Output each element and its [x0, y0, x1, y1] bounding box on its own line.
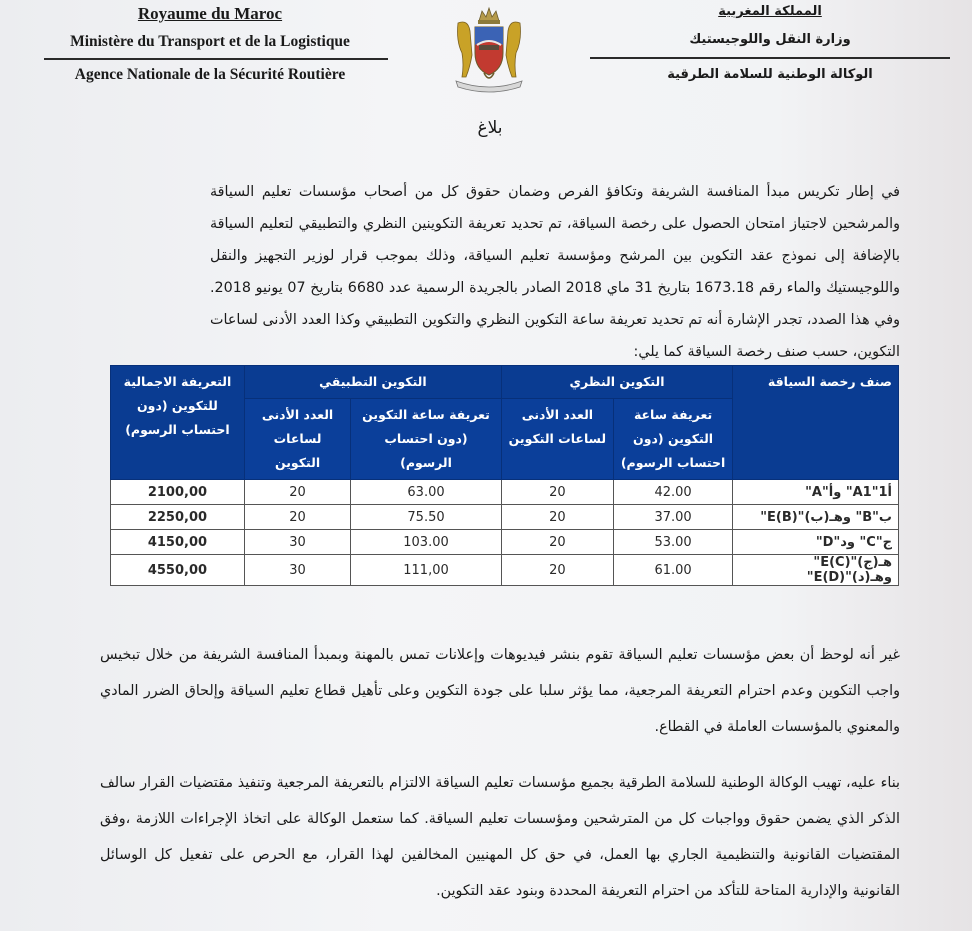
document-title: بلاغ [477, 118, 503, 138]
header-practice-min: العدد الأدنى لساعات التكوين [244, 399, 350, 480]
table-header-row [111, 366, 899, 399]
cell-category: أ1"A1" وأ"A" [733, 480, 899, 505]
cell-theory-min: 20 [501, 530, 613, 555]
header-practice-group: التكوين التطبيقي [244, 366, 501, 399]
cell-category: ب"B" وهـ(ب)"E(B)" [733, 505, 899, 530]
header-practice-rate: تعريفة ساعة التكوين (دون احتساب الرسوم) [351, 399, 502, 480]
cell-theory-rate: 53.00 [613, 530, 732, 555]
header-theory-rate: تعريفة ساعة التكوين (دون احتساب الرسوم) [613, 399, 732, 480]
agency-ar: الوكالة الوطنية للسلامة الطرقية [667, 67, 873, 82]
kingdom-ar: المملكة المغربية [718, 4, 822, 19]
cell-practice-min: 20 [244, 480, 350, 505]
ministry-fr: Ministère du Transport et de la Logistique [70, 33, 350, 50]
cell-total: 4150,00 [111, 530, 245, 555]
table-row [111, 480, 899, 505]
cell-theory-min: 20 [501, 555, 613, 586]
cell-practice-min: 30 [244, 555, 350, 586]
cell-total: 2250,00 [111, 505, 245, 530]
header-arabic [590, 0, 950, 82]
cell-practice-min: 30 [244, 530, 350, 555]
ministry-ar: وزارة النقل واللوجيستيك [689, 32, 851, 47]
header-category: صنف رخصة السياقة [733, 366, 899, 480]
table-row [111, 530, 899, 555]
table-row [111, 555, 899, 586]
cell-theory-min: 20 [501, 505, 613, 530]
closing-paragraph: بناء عليه، تهيب الوكالة الوطنية للسلامة الطرقية بجميع مؤسسات تعليم السياقة الالتزام بالتعريفة المرجعية وتنفيذ مقتضيات القرار سالف الذكر الذي يضمن حقوق وواجبات كل من المترشحين ومؤسسات تعليم السياقة. كما ستعمل الوكالة على اتخاذ الإجراءات اللازمة ،وفق المقتضيات القانونية والتنظيمية الجاري بها العمل، في حق كل المهنيين المخالفين لهذا القرار، مع الحرص على تفعيل كل الوسائل القانونية والإدارية المتاحة للتأكد من احترام التعريفة المحددة وبنود عقد التكوين. [100, 775, 900, 899]
header-divider-fr [44, 58, 388, 60]
cell-category: ج"C" ود"D" [733, 530, 899, 555]
header-theory-group: التكوين النظري [501, 366, 732, 399]
intro-paragraph: في إطار تكريس مبدأ المنافسة الشريفة وتكافؤ الفرص وضمان حقوق كل من أصحاب مؤسسات تعليم السياقة والمرشحين لاجتياز امتحان الحصول على رخصة السياقة، تم تحديد تعريفة التكوينين النظري والتطبيقي لتعليم السياقة بالإضافة إلى نموذج عقد التكوين بين المرشح ومؤسسة تعليم السياقة، وذلك بموجب قرار لوزير التجهيز والنقل واللوجيستيك والماء رقم 1673.18 بتاريخ 31 ماي 2018 الصادر بالجريدة الرسمية عدد 6680 بتاريخ 07 يونيو 2018. وفي هذا الصدد، تجدر الإشارة أنه تم تحديد تعريفة ساعة التكوين النظري والتكوين التطبيقي وكذا العدد الأدنى لساعات التكوين، حسب صنف رخصة السياقة كما يلي: [210, 184, 901, 360]
header-theory-min: العدد الأدنى لساعات التكوين [501, 399, 613, 480]
header-total: التعريفة الاجمالية للتكوين (دون احتساب الرسوم) [111, 366, 245, 480]
cell-practice-rate: 75.50 [351, 505, 502, 530]
header-divider-ar [590, 57, 950, 59]
agency-fr: Agence Nationale de la Sécurité Routière [74, 66, 346, 83]
table-row [111, 505, 899, 530]
cell-practice-rate: 103.00 [351, 530, 502, 555]
cell-practice-min: 20 [244, 505, 350, 530]
cell-total: 2100,00 [111, 480, 245, 505]
tariff-table [110, 365, 899, 586]
cell-theory-min: 20 [501, 480, 613, 505]
cell-theory-rate: 61.00 [613, 555, 732, 586]
observation-paragraph: غير أنه لوحظ أن بعض مؤسسات تعليم السياقة تقوم بنشر فيديوهات وإعلانات تمس بالمهنة وبمبدأ المنافسة الشريفة من خلال تبخيس واجب التكوين وعدم احترام التعريفة المرجعية، مما يؤثر سلبا على جودة التكوين وعلى تأهيل قطاع تعليم السياقة وإلحاق الضرر المادي والمعنوي بالمؤسسات العاملة في القطاع. [100, 647, 900, 735]
cell-practice-rate: 111,00 [351, 555, 502, 586]
cell-theory-rate: 42.00 [613, 480, 732, 505]
moroccan-coat-of-arms-icon [448, 5, 530, 95]
cell-total: 4550,00 [111, 555, 245, 586]
cell-category: هـ(ج)"E(C)" وهـ(د)"E(D)" [733, 555, 899, 586]
cell-theory-rate: 37.00 [613, 505, 732, 530]
cell-practice-rate: 63.00 [351, 480, 502, 505]
kingdom-fr: Royaume du Maroc [137, 4, 283, 23]
header-french [20, 2, 400, 84]
